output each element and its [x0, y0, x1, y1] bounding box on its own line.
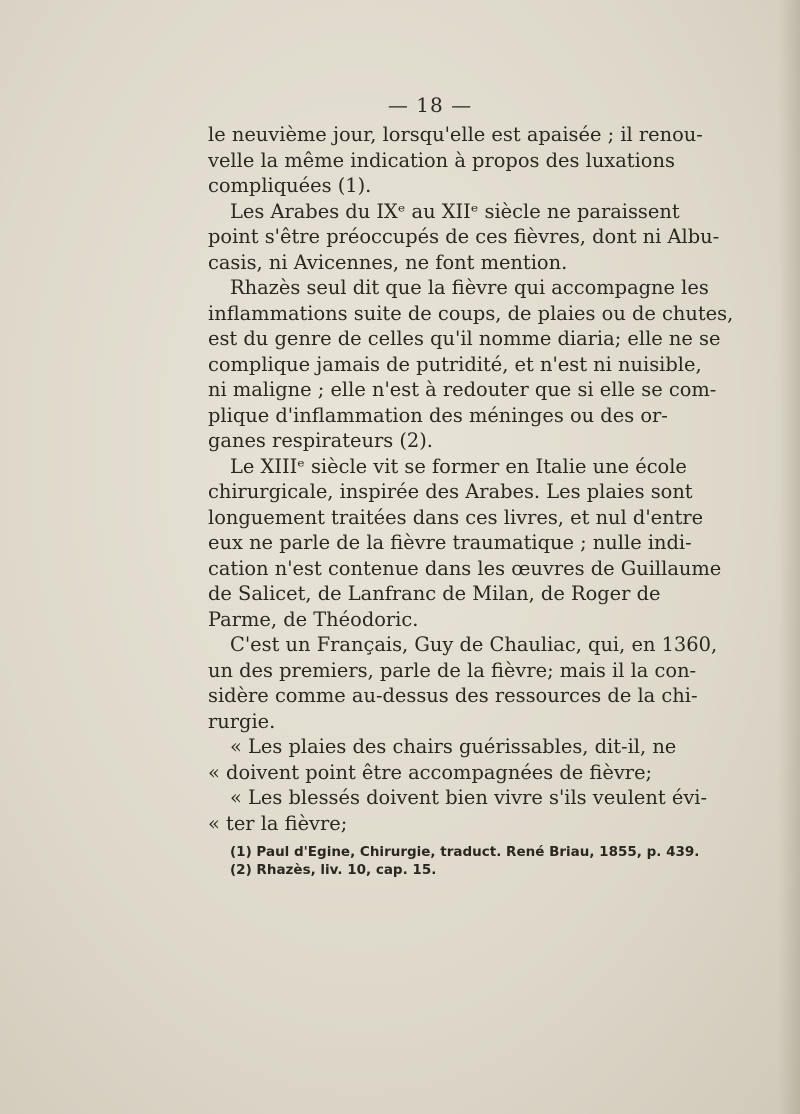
text-line: Parme, de Théodoric.	[208, 607, 419, 631]
text-line: plique d'inflammation des méninges ou des or-	[208, 403, 668, 427]
text-line: ni maligne ; elle n'est à redouter que si elle se com-	[208, 378, 717, 401]
text-line: casis, ni Avicennes, ne font mention.	[208, 250, 568, 274]
text-line: compliquées (1).	[208, 174, 372, 197]
text-line: ganes respirateurs (2).	[208, 429, 433, 452]
text-line: eux ne parle de la fièvre traumatique ; nulle indi-	[208, 531, 692, 554]
text-line: Le XIIIᵉ siècle vit se former en Italie une école	[230, 454, 687, 478]
footnote-2: (2) Rhazès, liv. 10, cap. 15.	[230, 862, 437, 878]
paragraph	[208, 734, 677, 785]
paragraph	[208, 454, 722, 633]
text-line: longuement traitées dans ces livres, et nul d'entre	[208, 505, 704, 529]
text-line: rurgie.	[208, 709, 276, 733]
text-line: Les Arabes du IXᵉ au XIIᵉ siècle ne paraissent	[230, 199, 680, 223]
text-line: un des premiers, parle de la fièvre; mais il la con-	[208, 658, 697, 682]
paragraphs	[208, 122, 734, 836]
text-line: « Les blessés doivent bien vivre s'ils veulent évi-	[230, 786, 708, 809]
text-line: complique jamais de putridité, et n'est ni nuisible,	[208, 352, 702, 376]
text-line: est du genre de celles qu'il nomme diaria; elle ne se	[208, 327, 721, 350]
text-line: velle la même indication à propos des luxations	[208, 148, 675, 172]
text-line: « doivent point être accompagnées de fièvre;	[208, 760, 653, 784]
footnote-1: (1) Paul d'Egine, Chirurgie, traduct. René Briau, 1855, p. 439.	[230, 844, 700, 860]
text-line: C'est un Français, Guy de Chauliac, qui, en 1360,	[230, 633, 718, 656]
paragraph	[208, 122, 703, 199]
text-line: point s'être préoccupés de ces fièvres, dont ni Albu-	[208, 225, 720, 248]
text-line: de Salicet, de Lanfranc de Milan, de Roger de	[208, 582, 661, 605]
paragraph	[208, 632, 718, 734]
paragraph	[208, 785, 708, 836]
page-number: — 18 —	[387, 93, 473, 117]
text-line: sidère comme au-dessus des ressources de la chi-	[208, 684, 698, 707]
main-text	[208, 92, 734, 836]
text-line: « ter la fièvre;	[208, 811, 348, 835]
text-line: cation n'est contenue dans les œuvres de Guillaume	[208, 556, 722, 580]
text-line: le neuvième jour, lorsqu'elle est apaisée ; il renou-	[208, 123, 703, 146]
text-line: Rhazès seul dit que la fièvre qui accompagne les	[230, 276, 709, 299]
text-line: « Les plaies des chairs guérissables, dit-il, ne	[230, 735, 677, 758]
page-edge-shadow	[778, 0, 800, 1114]
paragraph	[208, 199, 720, 276]
footnotes	[230, 843, 700, 879]
paragraph	[208, 275, 734, 454]
text-line: chirurgicale, inspirée des Arabes. Les plaies sont	[208, 480, 693, 503]
text-line: inflammations suite de coups, de plaies ou de chutes,	[208, 301, 734, 325]
